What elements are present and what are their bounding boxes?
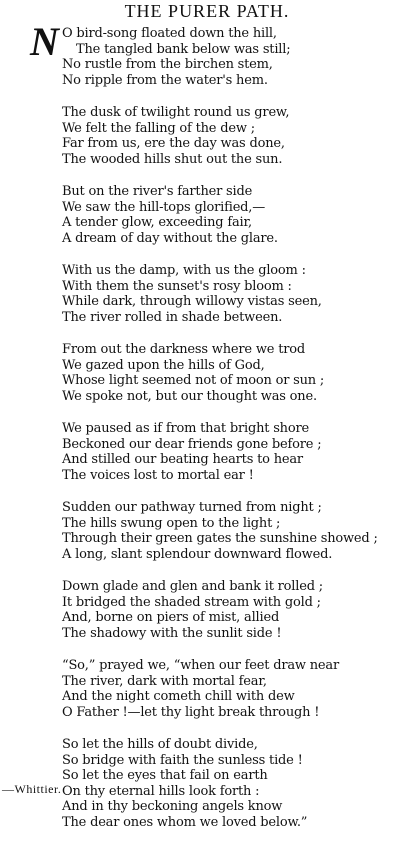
poem-line: We felt the falling of the dew ;: [62, 120, 255, 136]
poem-line: The hills swung open to the light ;: [62, 515, 281, 531]
poem-line: The shadowy with the sunlit side !: [62, 625, 282, 641]
poem-line: The river, dark with mortal fear,: [62, 673, 267, 689]
poem-line: So let the hills of doubt divide,: [62, 737, 258, 752]
poem-line: But on the river's farther side: [62, 184, 253, 199]
poem-attribution: —Whittier.: [2, 782, 62, 796]
poem-line: On thy eternal hills look forth :: [62, 783, 260, 799]
poem-line: A dream of day without the glare.: [62, 230, 278, 246]
stanza: [62, 342, 412, 404]
poem-line: And in thy beckoning angels know: [62, 799, 283, 814]
poem-line: A tender glow, exceeding fair,: [62, 215, 252, 230]
poem-line: And the night cometh chill with dew: [62, 689, 295, 704]
poem-title: THE PURER PATH.: [124, 1, 290, 21]
stanza: [62, 579, 412, 641]
poem-line: O Father !—let thy light break through !: [62, 704, 320, 720]
poem-line: No rustle from the birchen stem,: [62, 57, 273, 72]
stanza: [62, 105, 412, 167]
poem-line: While dark, through willowy vistas seen,: [62, 294, 322, 309]
poem-line: The dusk of twilight round us grew,: [62, 105, 290, 120]
poem-line: Sudden our pathway turned from night ;: [62, 500, 322, 515]
drop-cap: N: [30, 19, 59, 64]
poem-line: O bird-song floated down the hill,: [62, 26, 277, 41]
stanza: [62, 500, 412, 562]
poem-line: With us the damp, with us the gloom :: [62, 263, 306, 278]
poem-line: From out the darkness where we trod: [62, 342, 305, 357]
poem-line: The tangled bank below was still;: [76, 41, 291, 57]
stanza: [62, 737, 412, 830]
stanza: [62, 184, 412, 246]
poem-line: And stilled our beating hearts to hear: [62, 452, 303, 467]
poem-line: The river rolled in shade between.: [62, 309, 283, 325]
stanza: [62, 263, 412, 325]
poem-line: A long, slant splendour downward flowed.: [62, 546, 333, 562]
poem-line: The wooded hills shut out the sun.: [62, 151, 283, 167]
poem-body: [62, 26, 412, 847]
poem-line: Down glade and glen and bank it rolled ;: [62, 579, 323, 594]
poem-line: We spoke not, but our thought was one.: [62, 388, 317, 404]
poem-line: Through their green gates the sunshine showed ;: [62, 531, 378, 546]
poem-line: The dear ones whom we loved below.”: [62, 814, 308, 830]
poem-line: We gazed upon the hills of God,: [62, 357, 265, 373]
poem-line: And, borne on piers of mist, allied: [62, 610, 280, 625]
stanza: [62, 658, 412, 720]
poem-line: Beckoned our dear friends gone before ;: [62, 436, 322, 452]
poem-line: “So,” prayed we, “when our feet draw near: [62, 658, 339, 673]
poem-line: No ripple from the water's hem.: [62, 72, 268, 88]
stanza: [62, 26, 412, 88]
poem-line: So let the eyes that fail on earth: [62, 768, 268, 783]
poem-line: We saw the hill-tops glorified,—: [62, 199, 266, 215]
poem-line: Far from us, ere the day was done,: [62, 136, 285, 151]
poem-line: Whose light seemed not of moon or sun ;: [62, 373, 325, 388]
poem-line: With them the sunset's rosy bloom :: [62, 278, 292, 294]
poem-line: So bridge with faith the sunless tide !: [62, 752, 303, 768]
stanza: [62, 421, 412, 483]
poem-line: The voices lost to mortal ear !: [62, 467, 254, 483]
poem-line: We paused as if from that bright shore: [62, 421, 309, 436]
poem-line: It bridged the shaded stream with gold ;: [62, 594, 321, 610]
